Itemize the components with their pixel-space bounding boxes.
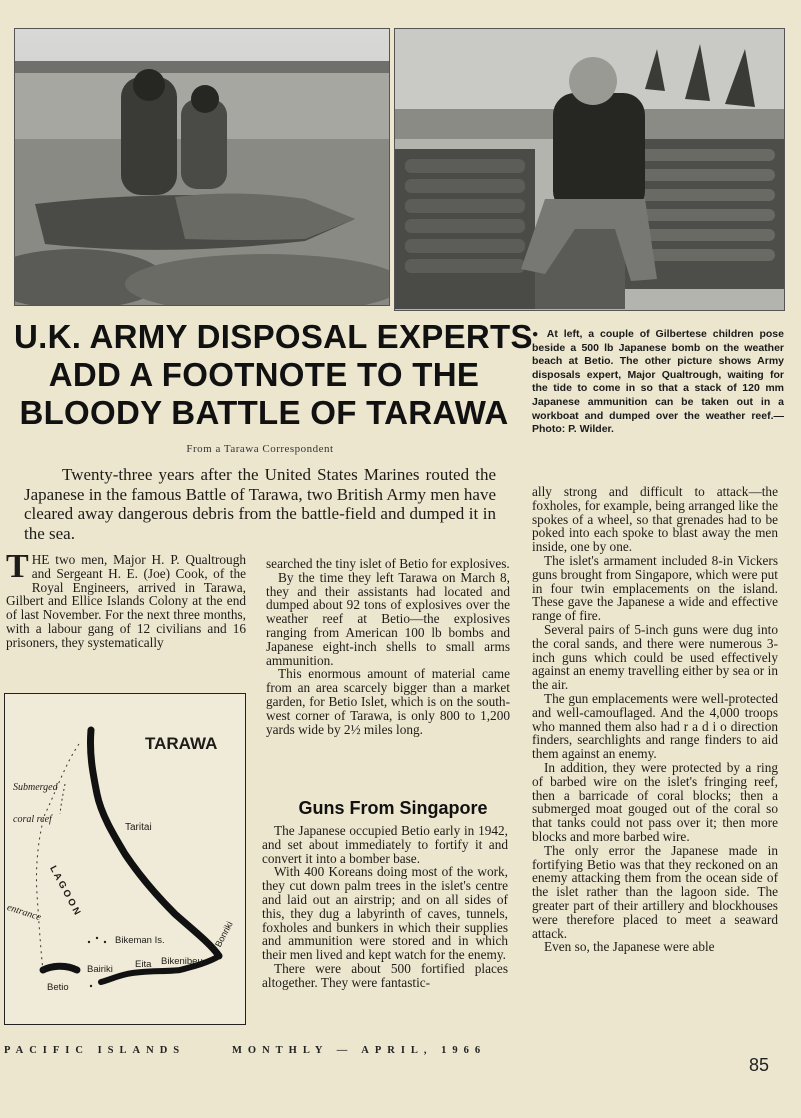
col2-paragraph-6: There were about 500 fortified places altogether. They were fantastic- [262, 960, 508, 990]
headline-line-3: BLOODY BATTLE OF TARAWA [19, 394, 509, 431]
tarawa-map [4, 693, 246, 1025]
photo-major-with-ammunition [394, 28, 785, 311]
page-number: 85 [749, 1055, 770, 1075]
col3-paragraph-6: The only error the Japanese made in fortifying Betio was that they reckoned on an enemy attacking them from the ocean side of the islet rather than the lagoon side. The greater part of their artillery and blockhouses were therefore placed to meet a seaward attack. [532, 842, 778, 941]
photo-children-image [15, 29, 389, 305]
map-label-bonriki: Bonriki [213, 919, 235, 949]
article-headline [14, 318, 533, 432]
col1-paragraph [6, 548, 246, 650]
col3-paragraph-5: In addition, they were protected by a ring of barbed wire on the islet's fringing reef, then a barricade of coral blocks; then a submerged moat gouged out of the coral so that tanks could not pass over it; then more blocks and more barbed wire. [532, 759, 778, 844]
col2-paragraph-1: searched the tiny islet of Betio for explosives. [266, 556, 510, 571]
col3-paragraph-1: ally strong and difficult to attack—the foxholes, for example, being arranged like the spokes of a wheel, so that grenades had to be poked into each spoke to blast away the men inside, one by one. [532, 484, 778, 555]
col3-paragraph-2: The islet's armament included 8-in Vickers guns brought from Singapore, which were put in four twin emplacements on the island. These gave the Japanese a wide and effective range of fire. [532, 552, 778, 624]
footer-publication-left: PACIFIC ISLANDS [4, 1045, 186, 1056]
col3-paragraph-4: The gun emplacements were well-protected and well-camouflaged. And the 4,000 troops who manned them also had r a d i o direction finders, searchlights and range finders to aid them against an enemy. [532, 690, 778, 762]
map-title: TARAWA [145, 734, 218, 753]
column-2-continued [262, 824, 508, 990]
col2-paragraph-5: With 400 Koreans doing most of the work, they cut down palm trees in the islet's centre and laid out an airstrip; and on all sides of this, they dug a labyrinth of caves, tunnels, foxholes and bunkers in which their supplies and ammunition were stored and in which their men lived and kept watch for the enemy. [262, 864, 508, 963]
col1-text: HE two men, Major H. P. Qualtrough and Sergeant H. E. (Joe) Cook, of the Royal Engineers, arrived in Tarawa, Gilbert and Ellice Islands Colony at the end of last November. For the next three months, with a labour gang of 12 civilians and 16 prisoners, they systematically [6, 552, 246, 650]
lead-paragraph: Twenty-three years after the United States Marines routed the Japanese in the famous Battle of Tarawa, two British Army men have cleared away dangerous debris from the battle-field and dumped it in the sea. [24, 465, 496, 543]
photo-caption: ● At left, a couple of Gilbertese children pose beside a 500 lb Japanese bomb on the weather beach at Betio. The other picture shows Army disposals expert, Major Qualtrough, waiting for the tide to come in so that a stack of 120 mm Japanese ammunition can be taken out in a workboat and dumped over the weather reef.—Photo: P. Wilder. [532, 328, 784, 436]
map-label-bikeman: Bikeman Is. [115, 935, 165, 946]
drop-cap: T [6, 548, 29, 585]
photo-major-image [395, 29, 784, 310]
headline-line-1: U.K. ARMY DISPOSAL EXPERTS [14, 318, 533, 355]
map-label-bairiki: Bairiki [87, 964, 113, 975]
col2-paragraph-2: By the time they left Tarawa on March 8, they and their assistants had located and dumped about 92 tons of explosives over the weather reef at Betio—the explosives ranging from American 100 lb bombs and Japanese eight-inch shells to small arms ammunition. [266, 569, 510, 668]
column-2 [266, 557, 510, 736]
map-label-bikenibeu: Bikenibeu [161, 956, 203, 967]
map-label-coral-reef: coral reef [13, 814, 52, 825]
headline-line-2: ADD A FOOTNOTE TO THE [48, 356, 480, 393]
photo-children-with-bomb [14, 28, 390, 306]
map-label-submerged: Submerged [13, 782, 58, 793]
col2-paragraph-4: The Japanese occupied Betio early in 1942, and set about immediately to fortify it and convert it into a bomber base. [262, 823, 508, 866]
col3-paragraph-3: Several pairs of 5-inch guns were dug into the coral sands, and there were numerous 3-inch guns which could be used effectively against an enemy travelling either by sea or in the air. [532, 621, 778, 693]
map-label-taritai: Taritai [125, 822, 152, 833]
col2-paragraph-3: This enormous amount of material came from an area scarcely bigger than a market garden, for Betio Islet, which is on the south-west corner of Tarawa, is only 800 to 1,200 yards wide by 2½ miles long. [266, 666, 510, 737]
column-3 [532, 485, 778, 954]
map-label-betio: Betio [47, 982, 69, 993]
footer-publication-right: MONTHLY — APRIL, 1966 [232, 1045, 487, 1056]
subhead-guns-from-singapore: Guns From Singapore [298, 798, 488, 818]
map-label-eita: Eita [135, 959, 152, 970]
map-label-entrance: entrance [5, 902, 43, 924]
byline: From a Tarawa Correspondent [186, 443, 334, 455]
map-label-lagoon: L A G O O N [47, 864, 83, 917]
col3-paragraph-7: Even so, the Japanese were able [544, 939, 715, 955]
column-1 [6, 548, 246, 650]
